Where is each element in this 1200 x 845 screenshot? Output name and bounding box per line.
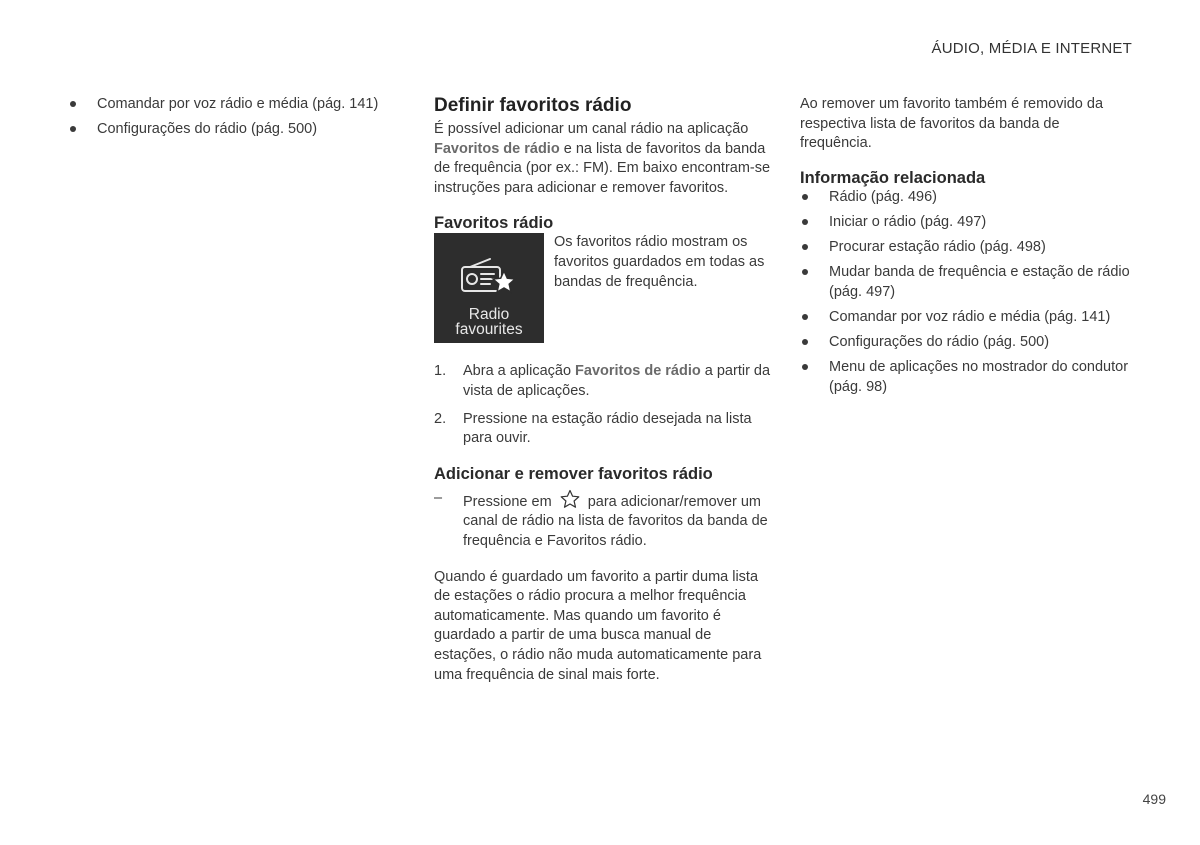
add-remove-heading: Adicionar e remover favoritos rádio: [434, 464, 713, 483]
radio-star-icon: [460, 253, 520, 301]
step-number: 1.: [434, 363, 447, 380]
list-item[interactable]: Rádio (pág. 496): [800, 188, 1135, 208]
step-item: [434, 410, 774, 449]
steps-list: [434, 362, 774, 448]
related-info-heading: Informação relacionada: [800, 168, 986, 187]
middle-column: [434, 95, 774, 685]
related-info-section: [800, 168, 1135, 397]
app-tile-label: [434, 307, 544, 337]
removal-note: Ao remover um favorito também é removido da respectiva lista de favoritos da banda de frequência.: [800, 96, 1104, 152]
left-related-list: [68, 95, 398, 140]
intro-paragraph: [434, 120, 774, 198]
dash-marker: –: [434, 489, 443, 506]
step-item: [434, 362, 774, 401]
list-item[interactable]: Mudar banda de frequência e estação de rádio (pág. 497): [800, 263, 1135, 302]
list-item[interactable]: Configurações do rádio (pág. 500): [68, 120, 398, 140]
instruction-text: Pressione em: [463, 493, 552, 510]
favorites-heading: Favoritos rádio: [434, 214, 554, 233]
intro-text: É possível adicionar um canal rádio na aplicação: [434, 121, 749, 137]
list-item[interactable]: Comandar por voz rádio e média (pág. 141): [800, 308, 1135, 328]
list-item[interactable]: Configurações do rádio (pág. 500): [800, 333, 1135, 353]
step-text: Abra a aplicação: [463, 363, 576, 380]
note-paragraph: Quando é guardado um favorito a partir duma lista de estações o rádio procura a melhor frequência automaticamente. Mas quando um favorito é guardado a partir de uma busca manual de estações, o rádio não muda automaticamente para uma frequência de sinal mais forte.: [434, 568, 762, 683]
favorites-row: [434, 233, 774, 343]
star-outline-icon: [559, 489, 581, 509]
favorites-section: [434, 213, 774, 343]
related-info-list: [800, 188, 1135, 397]
list-item[interactable]: Procurar estação rádio (pág. 498): [800, 238, 1135, 258]
right-column: [800, 95, 1135, 403]
app-tile-label-line1: Radio: [468, 306, 510, 324]
left-column: [68, 95, 398, 145]
list-item[interactable]: Iniciar o rádio (pág. 497): [800, 213, 1135, 233]
radio-favourites-app-tile[interactable]: [434, 233, 544, 343]
favorites-description: Os favoritos rádio mostram os favoritos guardados em todas as bandas de frequência.: [554, 234, 765, 290]
instruction-text: para adicionar/remover um canal de rádio na lista de favoritos da banda de frequência e Favoritos rádio.: [463, 493, 768, 549]
section-header: ÁUDIO, MÉDIA E INTERNET: [931, 40, 1132, 57]
app-name-highlight: Favoritos de rádio: [434, 140, 560, 157]
add-remove-instruction: [434, 489, 774, 552]
intro-text: e na lista de favoritos da banda de frequência (por ex.: FM). Em baixo encontram-se instruções para adicionar e remover favoritos.: [434, 140, 771, 196]
app-name-highlight: Favoritos de rádio: [575, 363, 701, 380]
app-tile-label-line2: favourites: [455, 321, 523, 339]
page-number: 499: [1142, 791, 1166, 807]
step-number: 2.: [434, 410, 447, 427]
list-item[interactable]: Comandar por voz rádio e média (pág. 141): [68, 95, 398, 115]
step-text: a partir da vista de aplicações.: [463, 363, 771, 399]
step-text: Pressione na estação rádio desejada na lista para ouvir.: [463, 410, 752, 447]
section-title: Definir favoritos rádio: [434, 95, 632, 116]
list-item[interactable]: Menu de aplicações no mostrador do condutor (pág. 98): [800, 358, 1135, 397]
add-remove-section: [434, 464, 774, 552]
